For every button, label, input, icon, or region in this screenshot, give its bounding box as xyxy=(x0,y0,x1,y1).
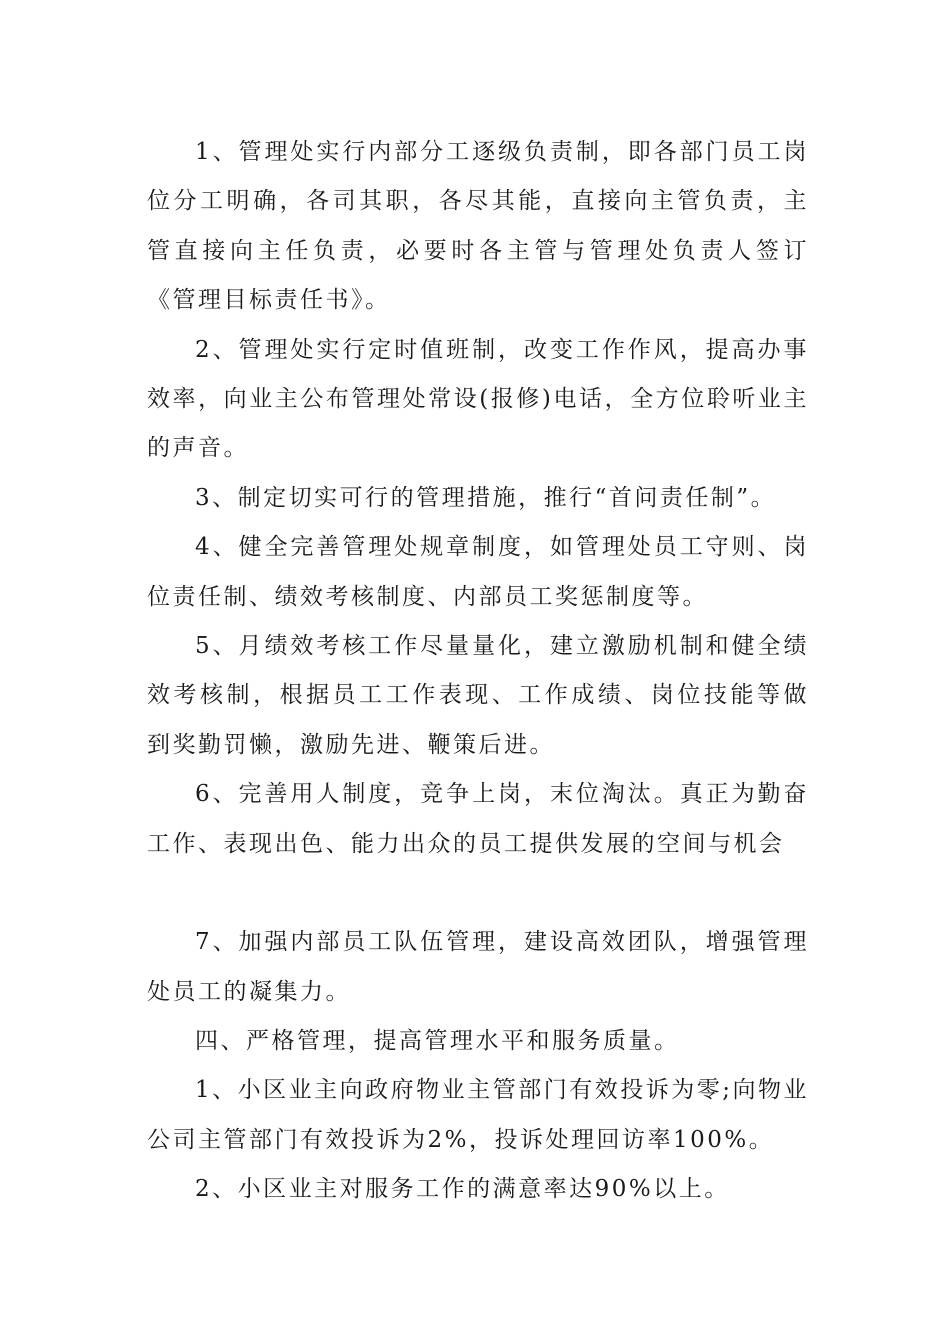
paragraph-9: 2、小区业主对服务工作的满意率达90%以上。 xyxy=(195,1176,730,1203)
paragraph-4: 4、健全完善管理处规章制度，如管理处员工守则、岗位责任制、绩效考核制度、内部员工奖惩制度等。 xyxy=(147,534,809,610)
paragraph-7: 7、加强内部员工队伍管理，建设高效团队，增强管理处员工的凝集力。 xyxy=(147,929,809,1005)
paragraph-3: 3、制定切实可行的管理措施，推行“首问责任制”。 xyxy=(195,484,777,511)
paragraph-2: 2、管理处实行定时值班制，改变工作作风，提高办事效率，向业主公布管理处常设(报修)电话，全方位聆听业主的声音。 xyxy=(147,336,809,462)
section-heading-4: 四、严格管理，提高管理水平和服务质量。 xyxy=(195,1027,680,1054)
paragraph-1: 1、管理处实行内部分工逐级负责制，即各部门员工岗位分工明确，各司其职，各尽其能，直接向主管负责，主管直接向主任负责，必要时各主管与管理处负责人签订《管理目标责任书》。 xyxy=(147,139,809,314)
paragraph-5: 5、月绩效考核工作尽量量化，建立激励机制和健全绩效考核制，根据员工工作表现、工作成绩、岗位技能等做到奖勤罚懒，激励先进、鞭策后进。 xyxy=(147,633,809,758)
paragraph-6: 6、完善用人制度，竞争上岗，末位淘汰。真正为勤奋工作、表现出色、能力出众的员工提供发展的空间与机会 xyxy=(147,781,809,857)
paragraph-gap xyxy=(147,869,809,918)
document-body xyxy=(147,128,809,1215)
paragraph-8: 1、小区业主向政府物业主管部门有效投诉为零;向物业公司主管部门有效投诉为2%，投诉处理回访率100%。 xyxy=(147,1077,809,1153)
